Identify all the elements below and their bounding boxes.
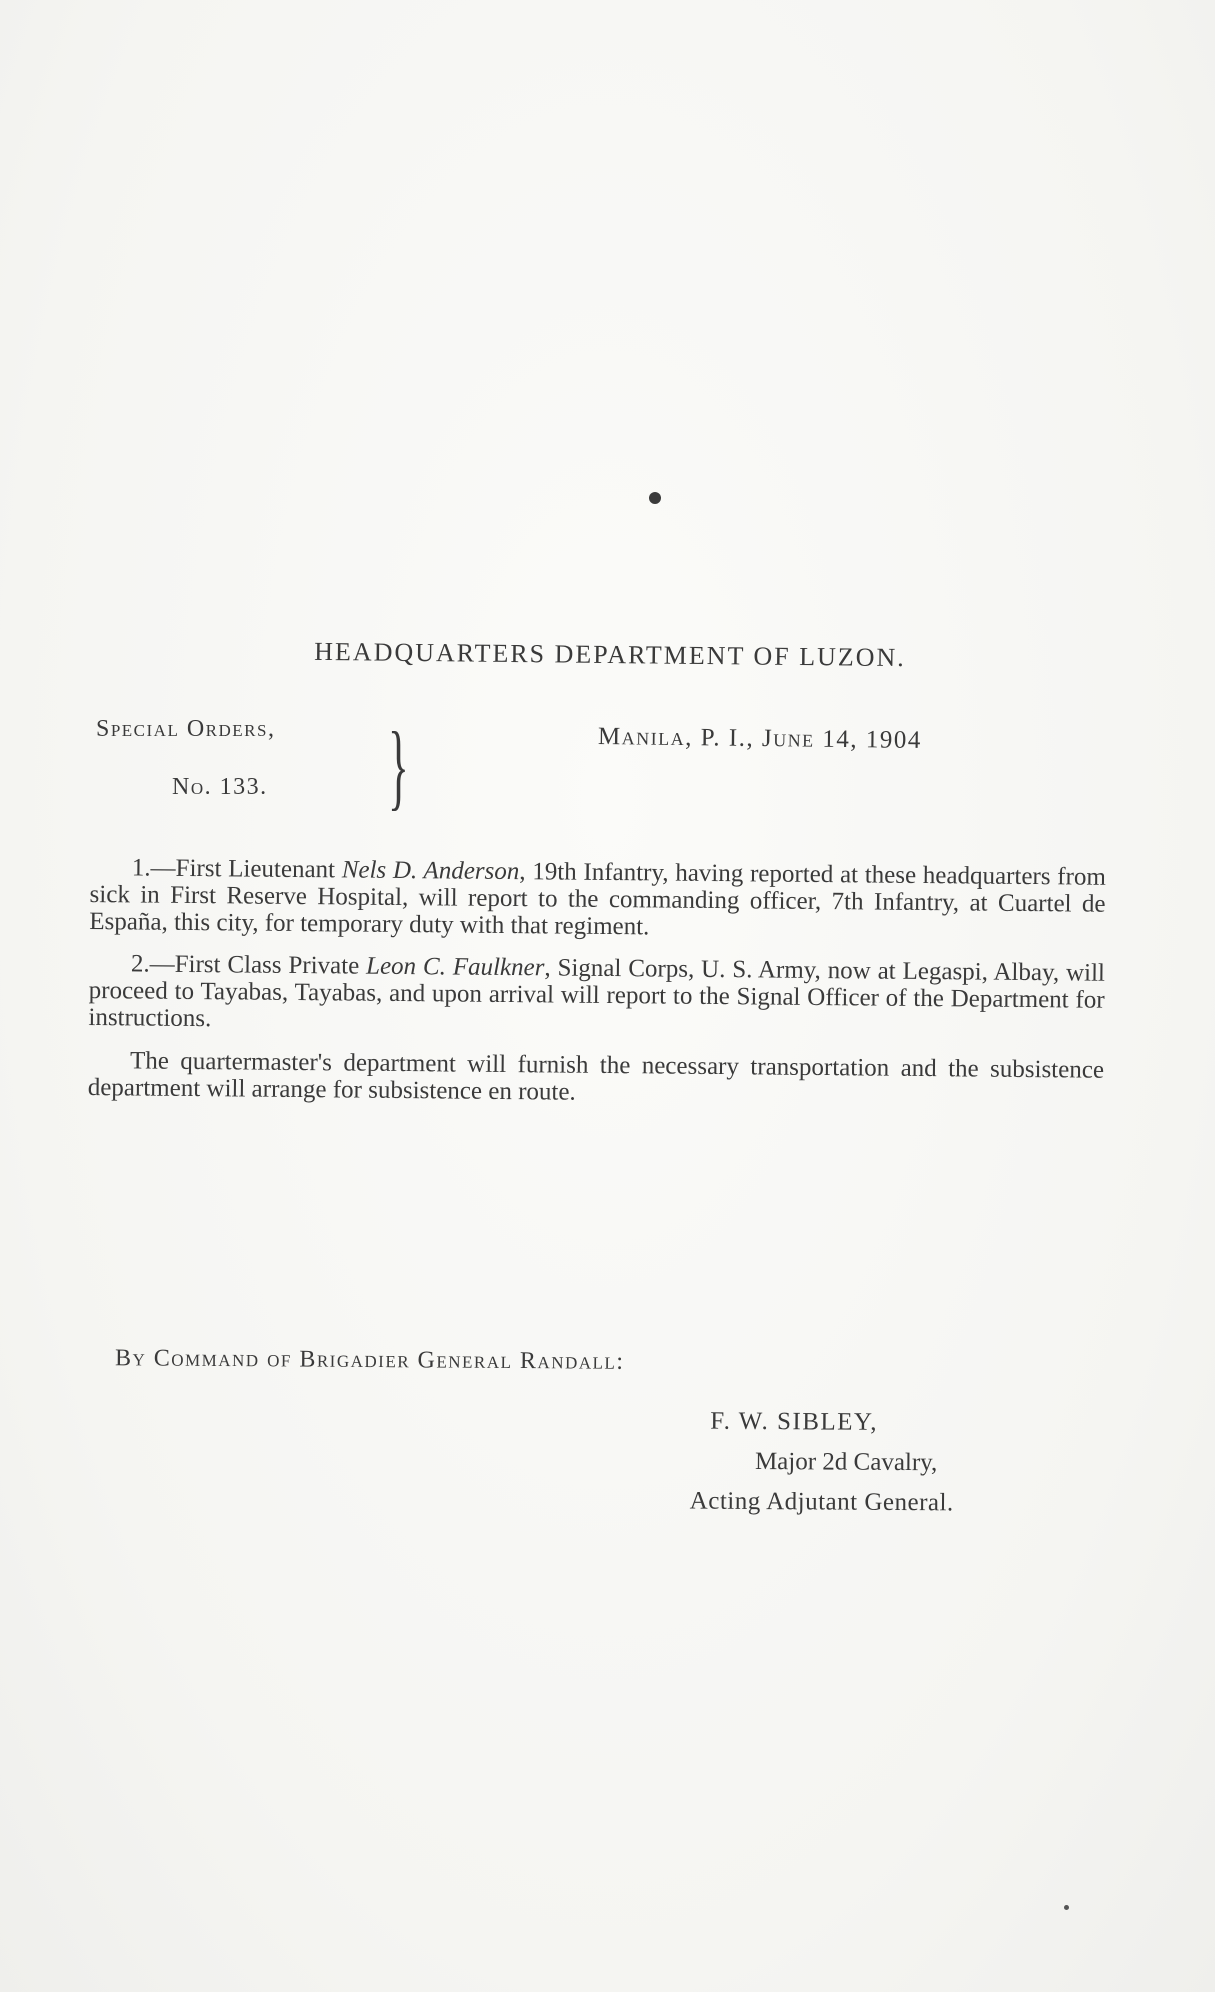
order-paragraph-3: The quartermaster's department will furnish the necessary transportation and the subsistence department will arrange for subsistence en route.: [87, 1047, 1105, 1106]
order-2-name: Leon C. Faulkner: [365, 953, 545, 982]
order-1-name: Nels D. Anderson: [341, 856, 520, 886]
order-1-suffix: , 19th Infantry, having reported at these headquarters from sick in First Reserve Hospital, will report to the commanding officer, 7th Infantry, at Cuartel de España, this city, for temporary duty with that regiment.: [89, 858, 1106, 940]
order-paragraph-1: [89, 855, 1106, 945]
signature-name: F. W. SIBLEY,: [710, 1407, 879, 1436]
order-paragraph-2: [88, 951, 1105, 1041]
special-orders-number: No. 133.: [172, 774, 268, 800]
document-heading: HEADQUARTERS DEPARTMENT OF LUZON.: [314, 636, 906, 673]
signature-title: Acting Adjutant General.: [689, 1487, 954, 1517]
order-2-suffix: , Signal Corps, U. S. Army, now at Legaspi, Albay, will proceed to Tayabas, Tayabas, and upon arrival will report to the Signal Officer of the Department for instructions.: [88, 954, 1106, 1033]
speck-mark: [1064, 1905, 1069, 1910]
command-line: By Command of Brigadier General Randall:: [114, 1345, 625, 1375]
dateline: Manila, P. I., June 14, 1904: [597, 723, 923, 754]
ink-dot-mark: [649, 492, 661, 504]
orders-body: [87, 855, 1105, 1127]
order-2-prefix: 2.—First Class Private: [130, 950, 367, 981]
order-1-prefix: 1.—First Lieutenant: [131, 854, 342, 884]
brace-mark: }: [388, 712, 409, 819]
signature-block: [690, 1402, 1111, 1525]
signature-rank: Major 2d Cavalry,: [754, 1447, 938, 1477]
special-orders-label: Special Orders,: [96, 716, 276, 742]
special-orders-block: [96, 712, 436, 822]
